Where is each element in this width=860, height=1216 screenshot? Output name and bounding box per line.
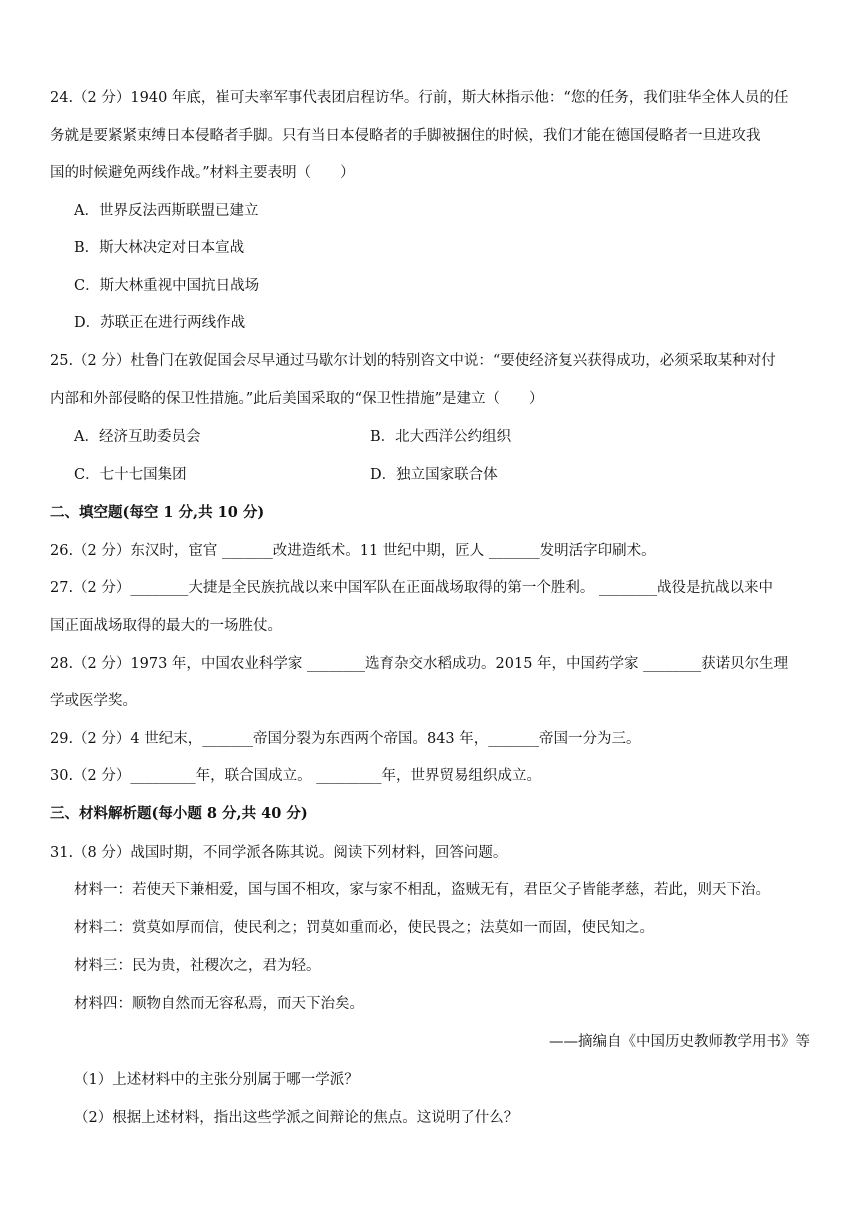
question-28-line-1: 28.（2 分）1973 年，中国农业科学家 ________选育杂交水稻成功。2015 年，中国药学家 ________获诺贝尔生理 — [50, 656, 789, 672]
question-31-subquestion-2: （2）根据上述材料，指出这些学派之间辩论的焦点。这说明了什么？ — [74, 1110, 519, 1126]
question-24-line-2: 务就是要紧紧束缚日本侵略者手脚。只有当日本侵略者的手脚被捆住的时候，我们才能在德国侵略者一旦进攻我 — [50, 128, 761, 144]
question-31-material-2: 材料二：赏莫如厚而信，使民利之；罚莫如重而必，使民畏之；法莫如一而固，使民知之。 — [74, 920, 654, 936]
section-3-heading: 三、材料解析题(每小题 8 分,共 40 分) — [50, 805, 308, 822]
section-2-heading: 二、填空题(每空 1 分,共 10 分) — [50, 504, 265, 521]
question-31-line-1: 31.（8 分）战国时期，不同学派各陈其说。阅读下列材料，回答问题。 — [50, 845, 508, 861]
question-29: 29.（2 分）4 世纪末，_______帝国分裂为东西两个帝国。843 年，_______帝国一分为三。 — [50, 731, 641, 747]
question-25-line-1: 25.（2 分）杜鲁门在敦促国会尽早通过马歇尔计划的特别咨文中说：“要使经济复兴获得成功，必须采取某种对付 — [50, 353, 776, 369]
question-28-line-2: 学或医学奖。 — [50, 693, 137, 709]
question-25-option-b: B．北大西洋公约组织 — [370, 429, 512, 445]
question-24-option-b: B．斯大林决定对日本宣战 — [74, 240, 245, 256]
question-30: 30.（2 分）_________年，联合国成立。 _________年，世界贸易组织成立。 — [50, 768, 542, 784]
question-31-material-1: 材料一：若使天下兼相爱，国与国不相攻，家与家不相乱，盗贼无有，君臣父子皆能孝慈，若此，则天下治。 — [74, 882, 770, 898]
question-24-option-d: D．苏联正在进行两线作战 — [74, 315, 246, 331]
question-25-option-a: A．经济互助委员会 — [74, 429, 201, 445]
question-31-source: ——摘编自《中国历史教师教学用书》等 — [549, 1034, 810, 1050]
question-26: 26.（2 分）东汉时，宦官 _______改进造纸术。11 世纪中期，匠人 _______发明活字印刷术。 — [50, 543, 656, 559]
question-25-option-d: D．独立国家联合体 — [370, 467, 498, 483]
question-31-material-3: 材料三：民为贵，社稷次之，君为轻。 — [74, 958, 321, 974]
question-25-option-c: C．七十七国集团 — [74, 467, 187, 483]
question-25-options-row-1 — [74, 427, 810, 447]
question-24-line-1: 24.（2 分）1940 年底，崔可夫率军事代表团启程访华。行前，斯大林指示他：“您的任务，我们驻华全体人员的任 — [50, 90, 789, 106]
question-24-option-c: C．斯大林重视中国抗日战场 — [74, 278, 260, 294]
question-27-line-2: 国正面战场取得的最大的一场胜仗。 — [50, 618, 282, 634]
question-25-options-row-2 — [74, 465, 810, 485]
question-24-option-a: A．世界反法西斯联盟已建立 — [74, 203, 259, 219]
question-31-material-4: 材料四：顺物自然而无容私焉，而天下治矣。 — [74, 996, 364, 1012]
question-27-line-1: 27.（2 分）________大捷是全民族抗战以来中国军队在正面战场取得的第一个胜利。 ________战役是抗战以来中 — [50, 580, 773, 596]
question-31-subquestion-1: （1）上述材料中的主张分别属于哪一学派？ — [74, 1072, 359, 1088]
question-24-line-3: 国的时候避免两线作战。”材料主要表明（ ） — [50, 165, 355, 181]
question-25-line-2: 内部和外部侵略的保卫性措施。”此后美国采取的“保卫性措施”是建立（ ） — [50, 391, 544, 407]
